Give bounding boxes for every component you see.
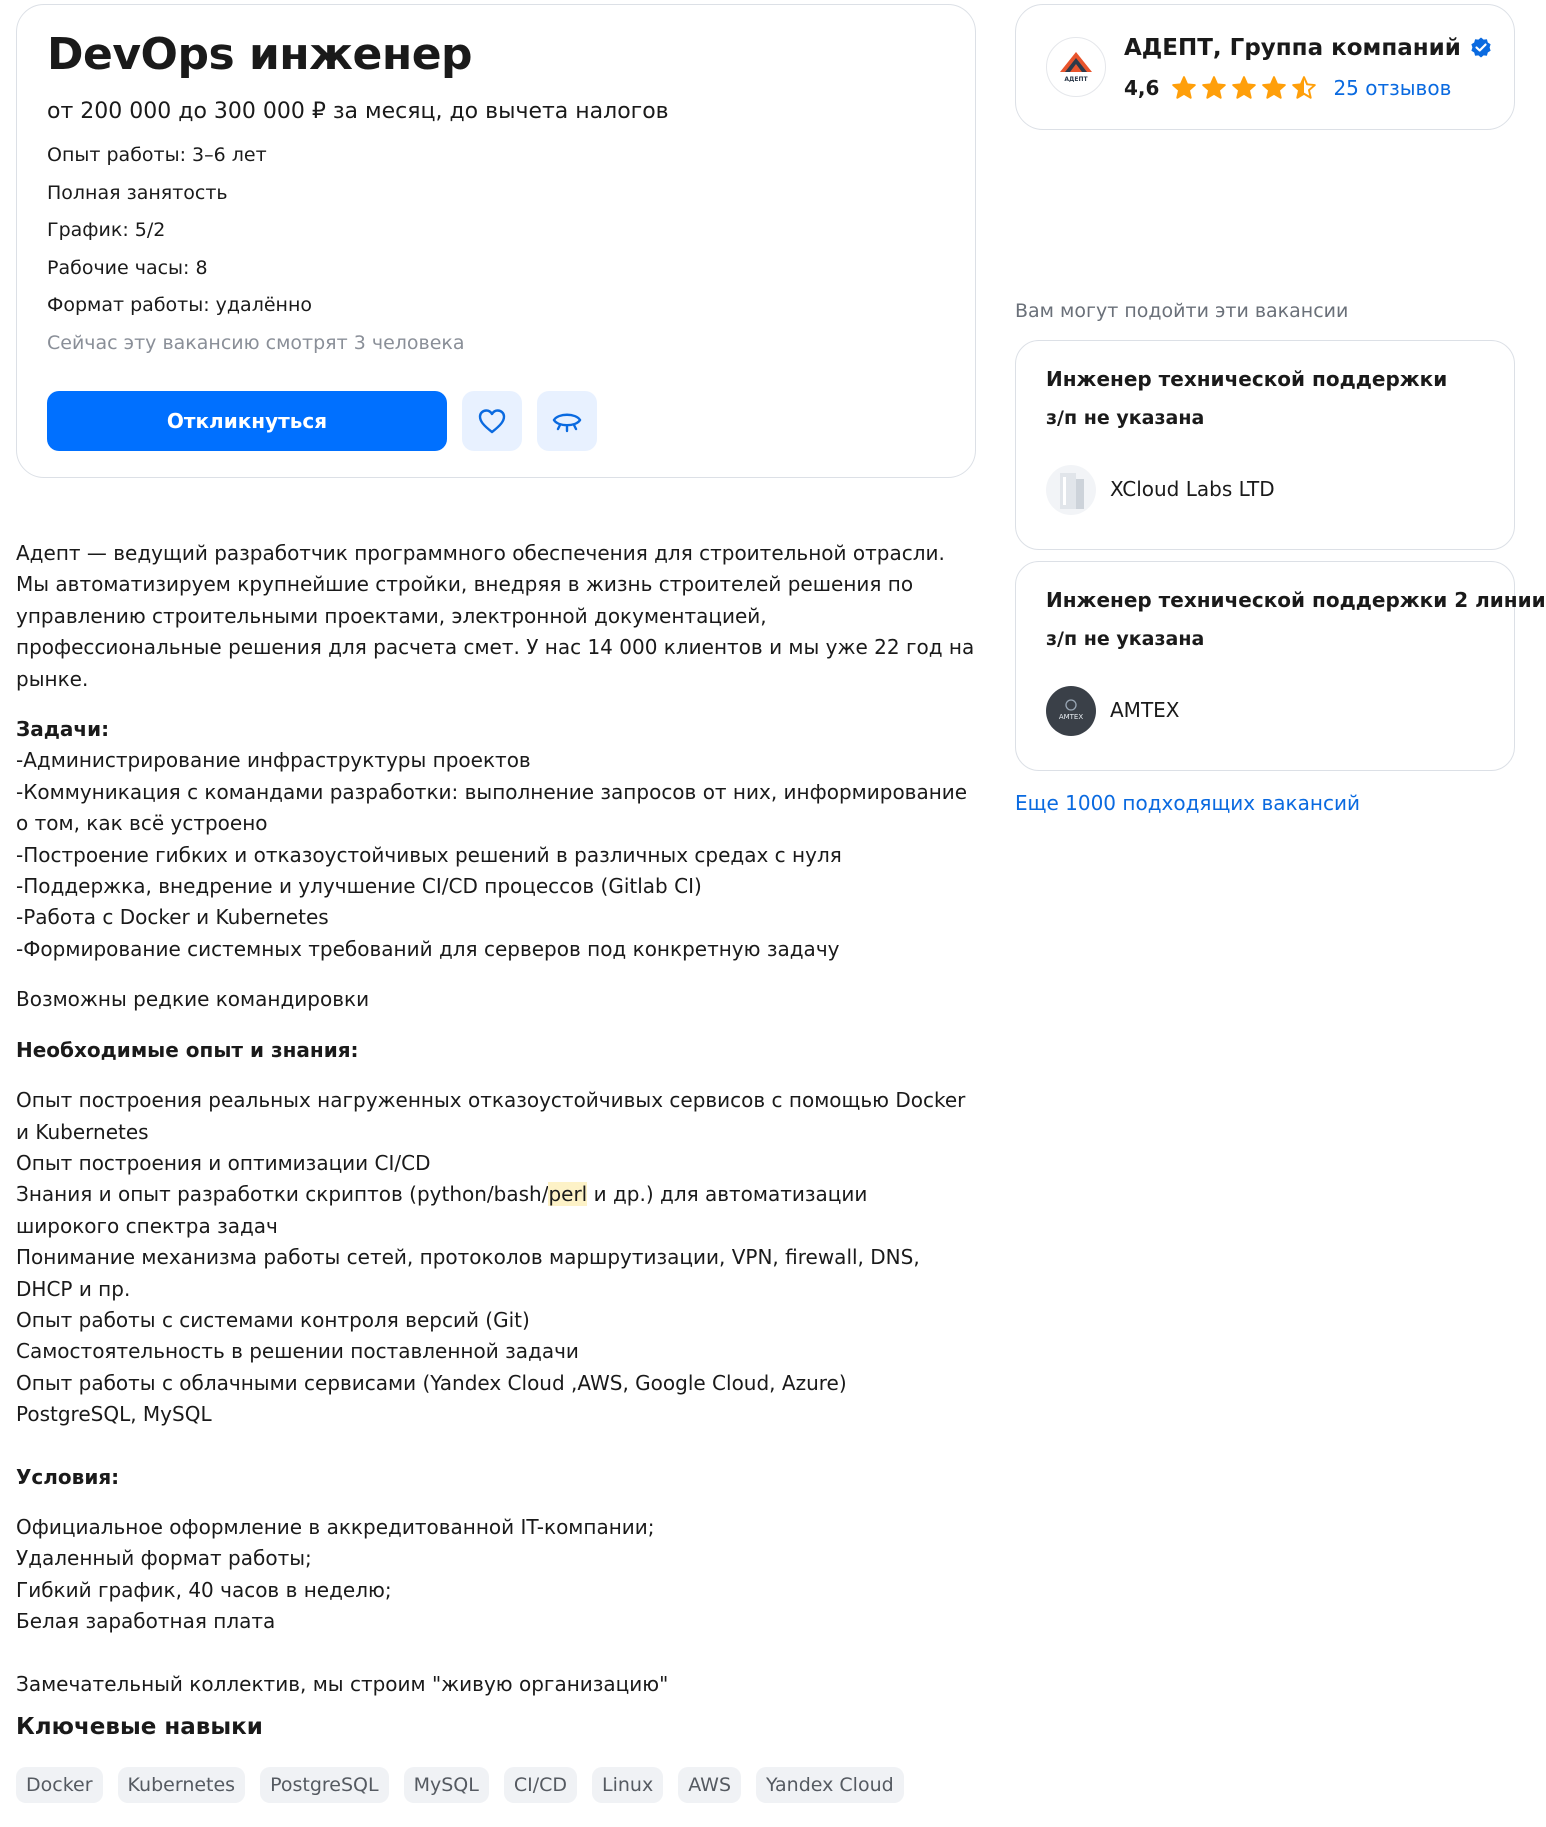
employer-logo-text: АДЕПТ bbox=[1064, 76, 1088, 83]
watchers-count: Сейчас эту вакансию смотрят 3 человека bbox=[47, 331, 465, 354]
condition-item: Удаленный формат работы; bbox=[16, 1546, 312, 1571]
condition-item: Гибкий график, 40 часов в неделю; bbox=[16, 1577, 392, 1602]
skill-tag: Kubernetes bbox=[118, 1767, 246, 1803]
rating-value: 4,6 bbox=[1124, 76, 1160, 100]
work-hours-fact: Рабочие часы: 8 bbox=[47, 256, 208, 279]
employer-rating bbox=[1124, 75, 1451, 101]
apply-button[interactable]: Откликнуться bbox=[47, 391, 447, 451]
star-full-icon bbox=[1261, 75, 1287, 101]
similar-vacancy-card[interactable] bbox=[1015, 340, 1515, 550]
reviews-link[interactable]: 25 отзывов bbox=[1333, 76, 1452, 100]
requirement-item: Опыт построения и оптимизации CI/CD bbox=[16, 1150, 431, 1175]
employer-name[interactable] bbox=[1124, 35, 1493, 61]
amtex-logo-text: AMTEX bbox=[1058, 713, 1084, 721]
requirement-item: Понимание механизма работы сетей, протоколов маршрутизации, VPN, firewall, DNS, DHCP и пр. bbox=[16, 1245, 920, 1301]
skill-tag: AWS bbox=[678, 1767, 741, 1803]
schedule-fact: График: 5/2 bbox=[47, 219, 166, 241]
star-full-icon bbox=[1171, 75, 1197, 101]
skill-tag: PostgreSQL bbox=[260, 1767, 389, 1803]
vacancy-actions bbox=[47, 391, 597, 451]
vacancy-description bbox=[16, 538, 976, 1700]
building-logo-icon bbox=[1046, 465, 1096, 515]
key-skills-list bbox=[16, 1767, 904, 1803]
rating-stars bbox=[1171, 75, 1317, 101]
similar-vacancy-title[interactable]: Инженер технической поддержки bbox=[1046, 367, 1448, 391]
star-half-icon bbox=[1291, 75, 1317, 101]
favorite-button[interactable] bbox=[462, 391, 522, 451]
xcloud-logo bbox=[1046, 465, 1096, 515]
task-item: -Коммуникация с командами разработки: выполнение запросов от них, информирование о том, как всё устроено bbox=[16, 779, 968, 836]
requirement-text: Знания и опыт разработки скриптов (python/bash/ bbox=[16, 1182, 549, 1207]
requirements-heading: Необходимые опыт и знания: bbox=[16, 1037, 359, 1062]
task-item: -Администрирование инфраструктуры проектов bbox=[16, 748, 531, 773]
conditions-heading: Условия: bbox=[16, 1464, 120, 1489]
vacancy-title: DevOps инженер bbox=[47, 29, 473, 80]
business-trips-note: Возможны редкие командировки bbox=[16, 987, 370, 1012]
requirement-item: Опыт работы с облачными сервисами (Yandex Cloud ,AWS, Google Cloud, Azure) bbox=[16, 1370, 847, 1395]
tasks-heading: Задачи: bbox=[16, 717, 110, 742]
requirement-item: Опыт работы с системами контроля версий (Git) bbox=[16, 1307, 530, 1332]
task-item: -Работа с Docker и Kubernetes bbox=[16, 905, 329, 930]
similar-vacancy-salary: з/п не указана bbox=[1046, 628, 1205, 650]
vacancy-salary: от 200 000 до 300 000 ₽ за месяц, до вычета налогов bbox=[47, 99, 669, 124]
requirement-text: и др.) для автоматизации широкого спектра задач bbox=[16, 1182, 868, 1238]
similar-vacancy-company[interactable]: XCloud Labs LTD bbox=[1110, 477, 1275, 501]
similar-vacancy-card[interactable] bbox=[1015, 561, 1546, 771]
task-item: -Построение гибких и отказоустойчивых решений в различных средах с нуля bbox=[16, 842, 842, 867]
heart-icon bbox=[477, 407, 507, 435]
employer-card[interactable] bbox=[1015, 4, 1515, 130]
more-vacancies-link[interactable]: Еще 1000 подходящих вакансий bbox=[1015, 791, 1360, 815]
team-note: Замечательный коллектив, мы строим "живую организацию" bbox=[16, 1671, 669, 1696]
task-item: -Формирование системных требований для серверов под конкретную задачу bbox=[16, 936, 840, 961]
condition-item: Белая заработная плата bbox=[16, 1609, 276, 1634]
similar-vacancy-salary: з/п не указана bbox=[1046, 407, 1205, 429]
skill-tag: MySQL bbox=[404, 1767, 489, 1803]
requirement-item: Опыт построения реальных нагруженных отказоустойчивых сервисов с помощью Docker и Kubernetes bbox=[16, 1088, 966, 1144]
skill-tag: Docker bbox=[16, 1767, 103, 1803]
work-format-fact: Формат работы: удалённо bbox=[47, 294, 313, 316]
skill-tag: Yandex Cloud bbox=[756, 1767, 904, 1803]
employer-name-text[interactable]: АДЕПТ, Группа компаний bbox=[1124, 35, 1461, 61]
hide-vacancy-button[interactable] bbox=[537, 391, 597, 451]
adept-logo-icon bbox=[1056, 50, 1096, 84]
employer-logo[interactable] bbox=[1046, 37, 1106, 97]
verified-badge-icon bbox=[1469, 36, 1493, 60]
requirement-item bbox=[16, 1179, 976, 1242]
amtex-logo bbox=[1046, 686, 1096, 736]
vacancy-facts bbox=[47, 137, 945, 362]
star-full-icon bbox=[1201, 75, 1227, 101]
star-full-icon bbox=[1231, 75, 1257, 101]
vacancy-header-card bbox=[16, 4, 976, 478]
task-item: -Поддержка, внедрение и улучшение CI/CD процессов (Gitlab CI) bbox=[16, 874, 702, 899]
company-intro: Адепт — ведущий разработчик программного обеспечения для строительной отрасли. Мы автоматизируем крупнейшие стройки, внедряя в жизнь строителей решения по управлению строительными проектами, электронной документацией, профессиональные решения для расчета смет. У нас 14 000 клиентов и мы уже 22 год на рынке. bbox=[16, 541, 975, 691]
condition-item: Официальное оформление в аккредитованной IT-компании; bbox=[16, 1514, 655, 1539]
amtex-logo-icon bbox=[1046, 686, 1096, 736]
key-skills-title: Ключевые навыки bbox=[16, 1714, 263, 1740]
similar-vacancies-title: Вам могут подойти эти вакансии bbox=[1015, 300, 1349, 322]
employment-fact: Полная занятость bbox=[47, 181, 228, 204]
similar-vacancy-title[interactable]: Инженер технической поддержки 2 линии bbox=[1046, 588, 1546, 612]
requirement-item: Самостоятельность в решении поставленной задачи bbox=[16, 1339, 579, 1364]
skill-tag: CI/CD bbox=[504, 1767, 577, 1803]
closed-eye-icon bbox=[551, 408, 583, 434]
similar-vacancy-company[interactable]: AMTEX bbox=[1110, 698, 1180, 722]
search-highlight: perl bbox=[548, 1182, 588, 1207]
skill-tag: Linux bbox=[592, 1767, 663, 1803]
experience-fact: Опыт работы: 3–6 лет bbox=[47, 144, 267, 166]
requirement-item: PostgreSQL, MySQL bbox=[16, 1402, 212, 1427]
